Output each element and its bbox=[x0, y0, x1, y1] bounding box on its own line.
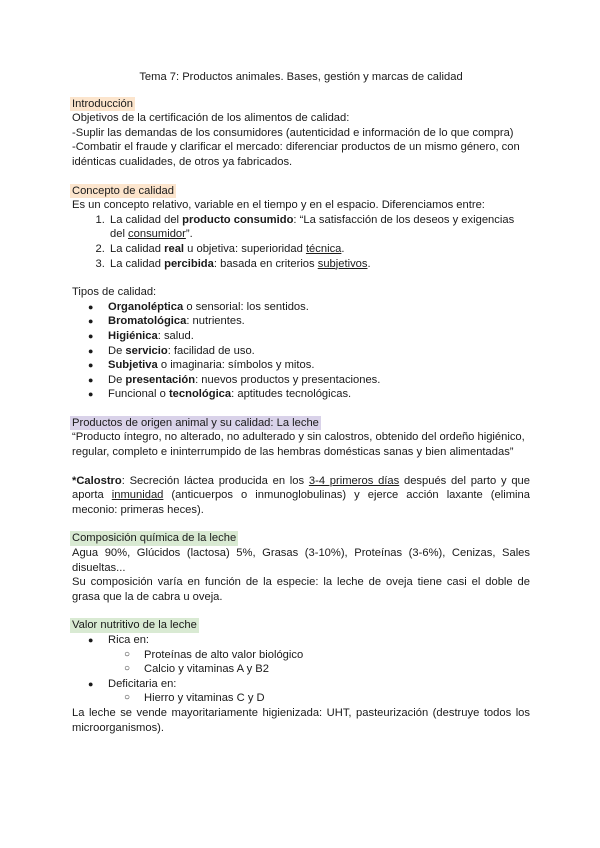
heading-origen: Productos de origen animal y su calidad: La leche bbox=[72, 416, 319, 429]
deficitaria-subitem: ○ Hierro y vitaminas C y D bbox=[144, 691, 530, 706]
valor-item-rica: ● Rica en: ○ Proteínas de alto valor biológico ○ Calcio y vitaminas A y B2 bbox=[108, 633, 530, 677]
intro-line-2: -Suplir las demandas de los consumidores (autenticidad e información de lo que compra) bbox=[72, 126, 514, 139]
concepto-lead: Es un concepto relativo, variable en el tiempo y en el espacio. Diferenciamos entre: bbox=[72, 199, 485, 212]
tipos-item: ● Funcional o tecnológica: aptitudes tecnológicas. bbox=[108, 387, 530, 402]
composicion-line-1: Agua 90%, Glúcidos (lactosa) 5%, Grasas (3-10%), Proteínas (3-6%), Cenizas, Sales disueltas... bbox=[72, 547, 530, 574]
heading-introduccion: Introducción bbox=[72, 97, 133, 110]
rica-subitem: ○ Calcio y vitaminas A y B2 bbox=[144, 662, 530, 677]
tipos-list bbox=[72, 300, 530, 402]
tipos-item: ● Subjetiva o imaginaria: símbolos y mitos. bbox=[108, 358, 530, 373]
valor-closing: La leche se vende mayoritariamente higienizada: UHT, pasteurización (destruye todos los microorganismos). bbox=[72, 706, 530, 734]
tipos-item: ● Higiénica: salud. bbox=[108, 329, 530, 344]
tipos-lead: Tipos de calidad: bbox=[72, 286, 157, 299]
calostro-paragraph: *Calostro: Secreción láctea producida en los 3-4 primeros días después del parto y que aporta inmunidad (anticuerpos o inmunoglobulinas) y ejerce acción laxante (elimina meconio: primeras heces). bbox=[72, 474, 530, 516]
tipos-item: ● De presentación: nuevos productos y presentaciones. bbox=[108, 373, 530, 388]
section-concepto bbox=[72, 184, 530, 402]
rica-sublist bbox=[108, 648, 530, 677]
valor-item-deficitaria: ● Deficitaria en: ○ Hierro y vitaminas C y D bbox=[108, 677, 530, 706]
tipos-item: ● Bromatológica: nutrientes. bbox=[108, 314, 530, 329]
document-title: Tema 7: Productos animales. Bases, gestión y marcas de calidad bbox=[139, 71, 463, 83]
heading-composicion: Composición química de la leche bbox=[72, 532, 237, 545]
section-origen bbox=[72, 416, 530, 518]
section-composicion bbox=[72, 531, 530, 604]
tipos-item: ● De servicio: facilidad de uso. bbox=[108, 344, 530, 359]
concepto-item: 3. La calidad percibida: basada en criterios subjetivos. bbox=[108, 257, 530, 272]
tipos-item: ● Organoléptica o sensorial: los sentidos. bbox=[108, 300, 530, 315]
section-introduccion bbox=[72, 97, 530, 170]
heading-concepto: Concepto de calidad bbox=[72, 184, 175, 197]
concepto-list bbox=[72, 213, 530, 271]
valor-list bbox=[72, 633, 530, 706]
concepto-item: 1. La calidad del producto consumido: “La satisfacción de los deseos y exigencias del consumidor”. bbox=[108, 213, 530, 242]
section-valor bbox=[72, 618, 530, 735]
composicion-line-2: Su composición varía en función de la especie: la leche de oveja tiene casi el doble de grasa que la de cabra u oveja. bbox=[72, 576, 530, 603]
rica-subitem: ○ Proteínas de alto valor biológico bbox=[144, 648, 530, 663]
deficitaria-sublist bbox=[108, 691, 530, 706]
concepto-item: 2. La calidad real u objetiva: superioridad técnica. bbox=[108, 242, 530, 257]
origen-quote: “Producto íntegro, no alterado, no adulterado y sin calostros, obtenido del ordeño higiénico, regular, completo e ininterrumpido de las hembras domésticas sanas y bien alimentadas” bbox=[72, 431, 525, 459]
intro-line-3: -Combatir el fraude y clarificar el mercado: diferenciar productos de un mismo género, con idénticas cualidades, de otros ya fabricados. bbox=[72, 141, 520, 168]
heading-valor: Valor nutritivo de la leche bbox=[72, 619, 197, 632]
intro-line-1: Objetivos de la certificación de los alimentos de calidad: bbox=[72, 112, 350, 125]
